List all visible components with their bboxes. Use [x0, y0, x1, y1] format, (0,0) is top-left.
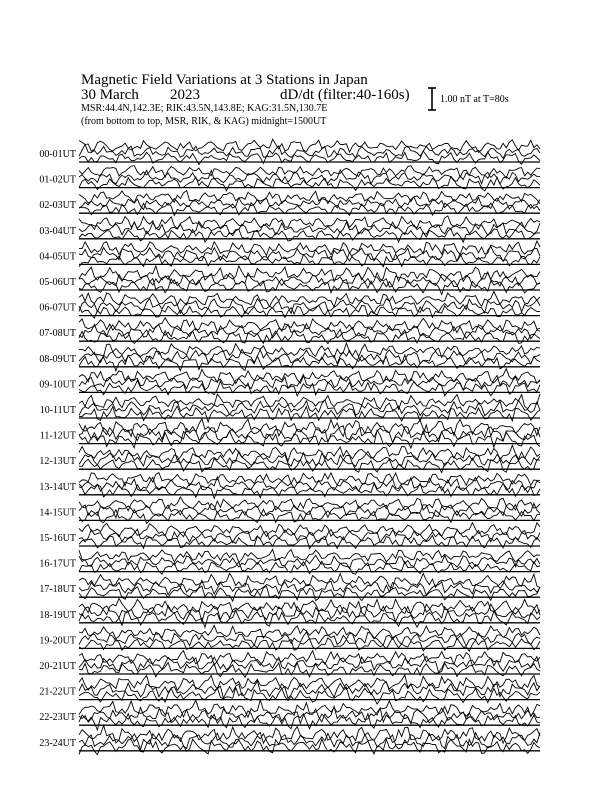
row-label: 00-01UT [39, 149, 76, 160]
chart-date: 30 March [81, 87, 139, 103]
trace-kag [79, 266, 540, 282]
trace-msr [79, 610, 540, 627]
row-label: 09-10UT [39, 379, 76, 391]
trace-msr [79, 229, 540, 242]
row-label: 19-20UT [39, 635, 76, 647]
row-label: 14-15UT [39, 507, 76, 519]
trace-kag [79, 241, 540, 256]
row-label: 12-13UT [39, 456, 76, 468]
trace-kag [79, 139, 540, 152]
chart-title: Magnetic Field Variations at 3 Stations in Japan [81, 72, 368, 88]
row-label: 20-21UT [39, 661, 76, 672]
row-label: 10-11UT [39, 405, 76, 416]
row-label: 15-16UT [39, 533, 76, 544]
trace-rik [79, 299, 540, 314]
trace-rik [79, 656, 540, 672]
row-label: 08-09UT [39, 353, 76, 365]
scale-bar [428, 88, 436, 110]
trace-kag [79, 651, 540, 666]
hourly-rows [39, 139, 540, 754]
trace-kag [79, 216, 540, 229]
trace-msr [79, 430, 540, 448]
trace-kag [79, 445, 540, 461]
row-label: 22-23UT [39, 712, 76, 724]
row-label: 03-04UT [39, 225, 76, 237]
row-label: 05-06UT [39, 277, 76, 288]
trace-kag [79, 292, 540, 308]
row-label: 04-05UT [39, 251, 76, 263]
trace-msr [79, 509, 540, 523]
row-label: 16-17UT [39, 558, 76, 570]
trace-rik [79, 604, 540, 622]
row-label: 23-24UT [39, 737, 76, 749]
row-label: 06-07UT [39, 302, 76, 314]
row-label: 13-14UT [39, 481, 76, 493]
trace-kag [79, 523, 540, 537]
filter-label: dD/dt (filter:40-160s) [280, 87, 410, 103]
trace-kag [79, 191, 540, 204]
row-label: 11-12UT [39, 430, 76, 442]
trace-kag [79, 599, 540, 616]
row-label: 18-19UT [39, 609, 76, 621]
trace-kag [79, 166, 540, 179]
trace-kag [79, 625, 540, 639]
trace-msr [79, 712, 540, 730]
trace-msr [79, 355, 540, 371]
trace-kag [79, 573, 540, 588]
trace-rik [79, 197, 540, 210]
trace-msr [79, 687, 540, 704]
row-label: 01-02UT [39, 174, 76, 186]
trace-rik [79, 246, 540, 261]
row-label: 21-22UT [39, 686, 76, 698]
trace-msr [79, 586, 540, 601]
trace-msr [79, 176, 540, 191]
station-list: MSR:44.4N,142.3E; RIK:43.5N,143.8E; KAG:31.5N,130.7E [81, 103, 328, 114]
trace-kag [79, 419, 540, 437]
chart-year: 2023 [170, 87, 200, 103]
trace-rik [79, 529, 540, 543]
trace-rik [79, 733, 540, 750]
trace-msr [79, 380, 540, 396]
trace-rik [79, 632, 540, 646]
trace-kag [79, 369, 540, 384]
scale-bar-label: 1.00 nT at T=80s [440, 94, 509, 105]
trace-kag [79, 549, 540, 562]
row-label: 07-08UT [39, 328, 76, 340]
trace-rik [79, 681, 540, 699]
trace-msr [79, 458, 540, 472]
row-label: 02-03UT [39, 200, 76, 212]
trace-msr [79, 663, 540, 678]
station-order-note: (from bottom to top, MSR, RIK, & KAG) midnight=1500UT [81, 116, 327, 127]
row-label: 17-18UT [39, 584, 76, 596]
